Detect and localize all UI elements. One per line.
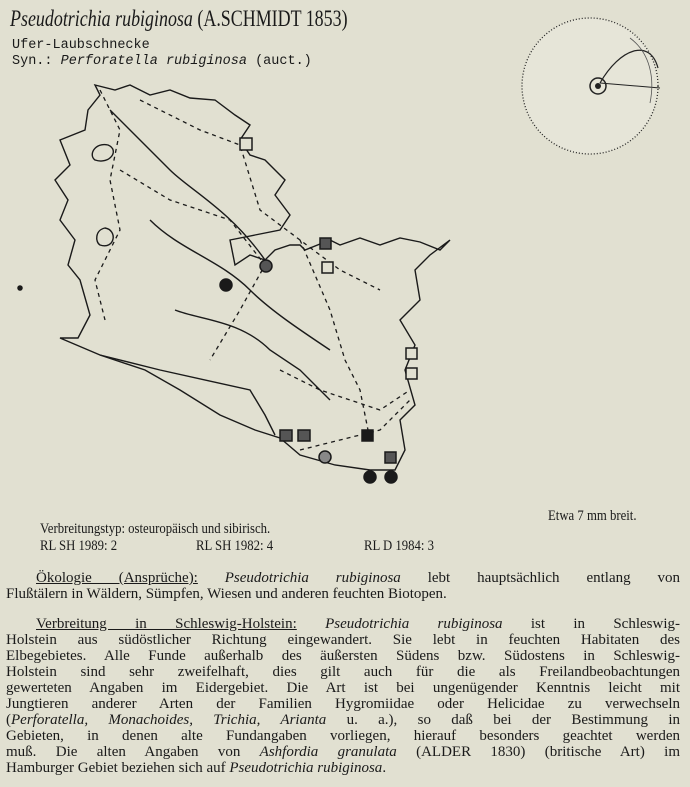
red-list-sh-1982: RL SH 1982: 4 xyxy=(196,538,274,554)
text-segment: muß. Die alten Angaben von xyxy=(6,744,260,760)
red-list-sh-1989: RL SH 1989: 2 xyxy=(40,538,118,554)
map-marker-recent xyxy=(320,238,331,249)
text-segment: Gebieten, in denen alte Fundangaben vorliegen, hierauf besonders geachtet werden xyxy=(6,728,680,744)
text-segment: Jungtieren anderer Arten der Familien Hygromiidae oder Helicidae zu verwechseln xyxy=(6,696,680,712)
text-segment: lebt hauptsächlich entlang von xyxy=(400,570,680,586)
text-line xyxy=(6,664,680,680)
text-segment: Hamburger Gebiet beziehen sich auf xyxy=(6,760,230,776)
text-segment: gewerteten Angaben im Eidergebiet. Die Art ist bei ungenügender Kenntnis leicht mit xyxy=(6,680,680,696)
map-marker-old xyxy=(220,279,232,291)
italic-text: Ashfordia granulata xyxy=(259,744,397,760)
paragraph-ecology xyxy=(6,570,680,602)
italic-text: Perforatella, Monachoides, Trichia, Arianta xyxy=(11,712,327,728)
text-segment: ( xyxy=(6,712,11,728)
map-marker-recent xyxy=(280,430,292,441)
distribution-map xyxy=(0,70,500,490)
italic-text: Pseudotrichia rubiginosa xyxy=(229,760,383,776)
map-marker-recent xyxy=(362,430,373,441)
map-marker-recent xyxy=(322,262,333,273)
map-marker-old xyxy=(260,260,272,272)
text-segment: Flußtälern in Wäldern, Sümpfen, Wiesen und anderen feuchten Biotopen. xyxy=(6,586,447,602)
text-segment xyxy=(198,570,225,586)
map-marker-recent xyxy=(298,430,310,441)
text-line xyxy=(6,648,680,664)
italic-text: Pseudotrichia rubiginosa xyxy=(325,616,503,632)
text-line xyxy=(6,632,680,648)
snail-shell-illustration xyxy=(510,8,680,158)
species-title xyxy=(10,6,348,32)
red-list-d-1984: RL D 1984: 3 xyxy=(364,538,435,554)
section-heading: Ökologie (Ansprüche): xyxy=(36,570,198,586)
text-line xyxy=(6,696,680,712)
synonym-label: Syn.: xyxy=(12,54,53,69)
text-segment: ist in Schleswig- xyxy=(502,616,680,632)
text-line xyxy=(6,728,680,744)
text-line xyxy=(6,680,680,696)
paragraph-distribution xyxy=(6,616,680,776)
synonym-suffix: (auct.) xyxy=(255,54,312,69)
map-marker-old xyxy=(319,451,331,463)
map-marker-recent xyxy=(240,138,252,150)
map-marker-recent xyxy=(385,452,396,463)
section-heading: Verbreitung in Schleswig-Holstein: xyxy=(36,616,297,632)
text-line xyxy=(6,570,680,586)
distribution-type: Verbreitungstyp: osteuropäisch und sibirisch. xyxy=(40,521,271,537)
text-line xyxy=(6,586,680,602)
text-line xyxy=(6,616,680,632)
text-segment: u. a.), so daß bei der Bestimmung in xyxy=(326,712,680,728)
text-line xyxy=(6,744,680,760)
text-segment: (ALDER 1830) (britische Art) im xyxy=(396,744,680,760)
text-line xyxy=(6,712,680,728)
size-note: Etwa 7 mm breit. xyxy=(548,508,637,524)
species-name: Pseudotrichia rubiginosa xyxy=(10,6,193,31)
map-marker-recent xyxy=(406,368,417,379)
text-segment: . xyxy=(382,760,387,776)
map-marker-recent xyxy=(406,348,417,359)
synonym xyxy=(12,54,312,69)
text-segment: Holstein sind sehr zweifelhaft, dies gilt auch für die als Freilandbeobachtungen xyxy=(6,664,680,680)
text-segment: Holstein aus südöstlicher Richtung eingewandert. Sie lebt in feuchten Habitaten des xyxy=(6,632,680,648)
map-marker-old xyxy=(385,471,397,483)
text-segment xyxy=(297,616,325,632)
common-name: Ufer-Laubschnecke xyxy=(12,38,150,53)
map-dot xyxy=(18,286,22,290)
text-segment: Elbegebietes. Alle Funde außerhalb des äußersten Südens bzw. Südostens in Schleswig- xyxy=(6,648,680,664)
italic-text: Pseudotrichia rubiginosa xyxy=(224,570,401,586)
species-author: (A.SCHMIDT 1853) xyxy=(197,6,348,31)
text-line xyxy=(6,760,680,776)
map-marker-old xyxy=(364,471,376,483)
synonym-name: Perforatella rubiginosa xyxy=(60,54,247,69)
